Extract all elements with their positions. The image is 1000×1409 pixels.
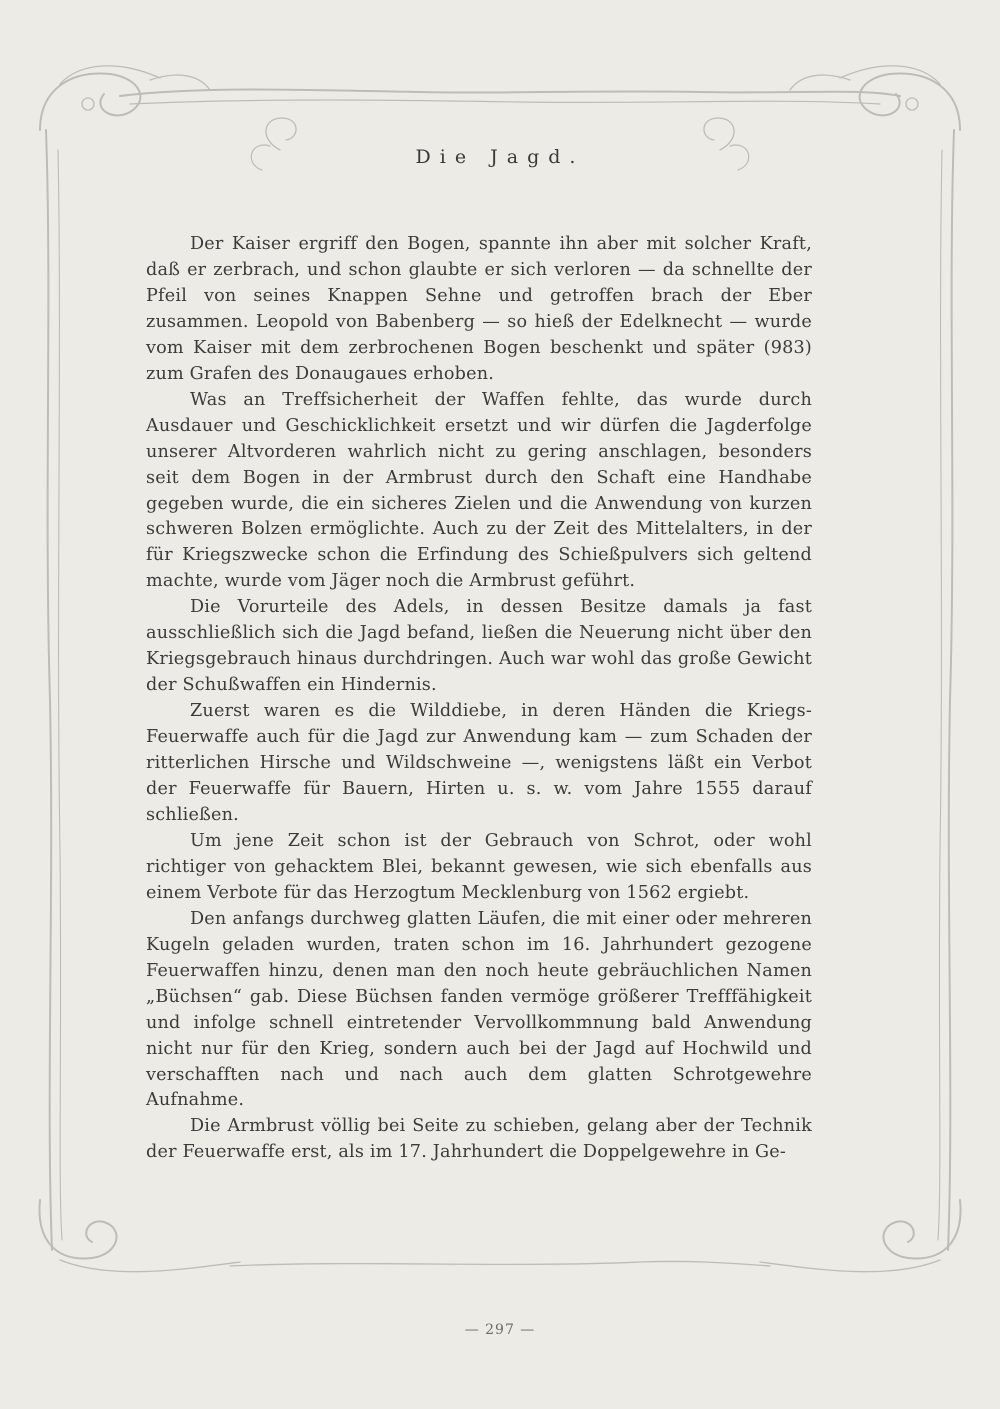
paragraph: Die Vorurteile des Adels, in dessen Besitze damals ja fast ausschließlich sich die Jagd befand, ließen die Neuerung nicht über den Kriegsgebrauch hinaus durchdringen. Auch war wohl das große Gewicht der Schußwaffen ein Hindernis. (146, 597, 812, 696)
body-text (146, 232, 812, 1166)
paragraph: Um jene Zeit schon ist der Gebrauch von Schrot, oder wohl richtiger von gehacktem Blei, bekannt gewesen, wie sich ebenfalls aus einem Verbote für das Herzogtum Mecklenburg von 1562 ergiebt. (146, 830, 812, 903)
paragraph: Die Armbrust völlig bei Seite zu schieben, gelang aber der Technik der Feuerwaffe erst, als im 17. Jahrhundert die Doppelgewehre in Ge- (146, 1116, 812, 1163)
paragraph: Was an Treffsicherheit der Waffen fehlte, das wurde durch Ausdauer und Geschicklichkeit ersetzt und wir dürfen die Jagderfolge unserer Altvorderen wahrlich nicht zu gering anschlagen, besonders seit dem Bogen in der Armbrust durch den Schaft eine Handhabe gegeben wurde, die ein sicheres Zielen und die Anwendung von kurzen schweren Bolzen ermöglichte. Auch zu der Zeit des Mittelalters, in der für Kriegszwecke schon die Erfindung des Schießpulvers sich geltend machte, wurde vom Jäger noch die Armbrust geführt. (146, 389, 812, 592)
paragraph: Der Kaiser ergriff den Bogen, spannte ihn aber mit solcher Kraft, daß er zerbrach, und schon glaubte er sich verloren — da schnellte der Pfeil von seines Knappen Sehne und getroffen brach der Eber zusammen. Leopold von Babenberg — so hieß der Edelknecht — wurde vom Kaiser mit dem zerbrochenen Bogen beschenkt und später (983) zum Grafen des Donaugaues erhoben. (146, 234, 812, 384)
paragraph: Zuerst waren es die Wilddiebe, in deren Händen die Kriegs-Feuerwaffe auch für die Jagd zur Anwendung kam — zum Schaden der ritterlichen Hirsche und Wildschweine —, wenigstens läßt ein Verbot der Feuerwaffe für Bauern, Hirten u. s. w. vom Jahre 1555 darauf schließen. (146, 701, 812, 825)
page-title: Die Jagd. (415, 146, 585, 168)
paragraph: Den anfangs durchweg glatten Läufen, die mit einer oder mehreren Kugeln geladen wurden, traten schon im 16. Jahrhundert gezogene Feuerwaffen hinzu, denen man den noch heute gebräuchlichen Namen „Büchsen“ gab. Diese Büchsen fanden vermöge größerer Trefffähigkeit und infolge schnell eintretender Vervollkommnung bald Anwendung nicht nur für den Krieg, sondern auch bei der Jagd auf Hochwild und verschafften nach und nach auch dem glatten Schrotgewehre Aufnahme. (146, 908, 812, 1111)
page-number: — 297 — (464, 1322, 536, 1338)
